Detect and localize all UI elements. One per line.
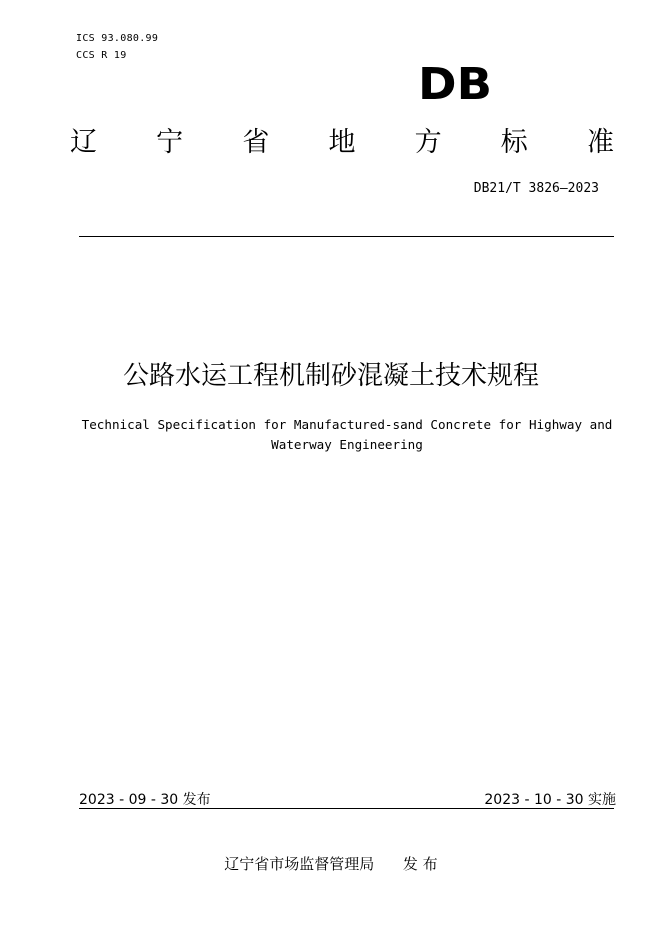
title-char: 方 (414, 127, 442, 158)
title-char: 宁 (156, 127, 184, 158)
issue-date: 2023 - 09 - 30 发布 (79, 792, 211, 808)
title-char: 辽 (70, 127, 97, 158)
ccs-code: CCS R 19 (76, 50, 127, 61)
title-char: 标 (500, 127, 528, 158)
db-logo (418, 66, 492, 102)
province-standard-title (70, 126, 614, 160)
implementation-date: 2023 - 10 - 30 实施 (484, 792, 616, 808)
title-char: 省 (242, 127, 270, 158)
svg-text:DB: DB (418, 66, 492, 102)
standard-number: DB21/T 3826—2023 (473, 181, 599, 196)
english-title-line: Technical Specification for Manufactured-sand Concrete for Highway and (81, 417, 613, 432)
publisher: 辽宁省市场监督管理局 发 布 (224, 855, 438, 873)
title-char: 准 (586, 127, 614, 158)
header-divider (79, 236, 614, 237)
chinese-title: 公路水运工程机制砂混凝土技术规程 (122, 361, 539, 391)
ics-code: ICS 93.080.99 (76, 33, 159, 44)
english-title (76, 415, 618, 455)
english-title-line: Waterway Engineering (271, 437, 423, 452)
footer-divider (79, 808, 614, 809)
title-char: 地 (328, 127, 356, 158)
